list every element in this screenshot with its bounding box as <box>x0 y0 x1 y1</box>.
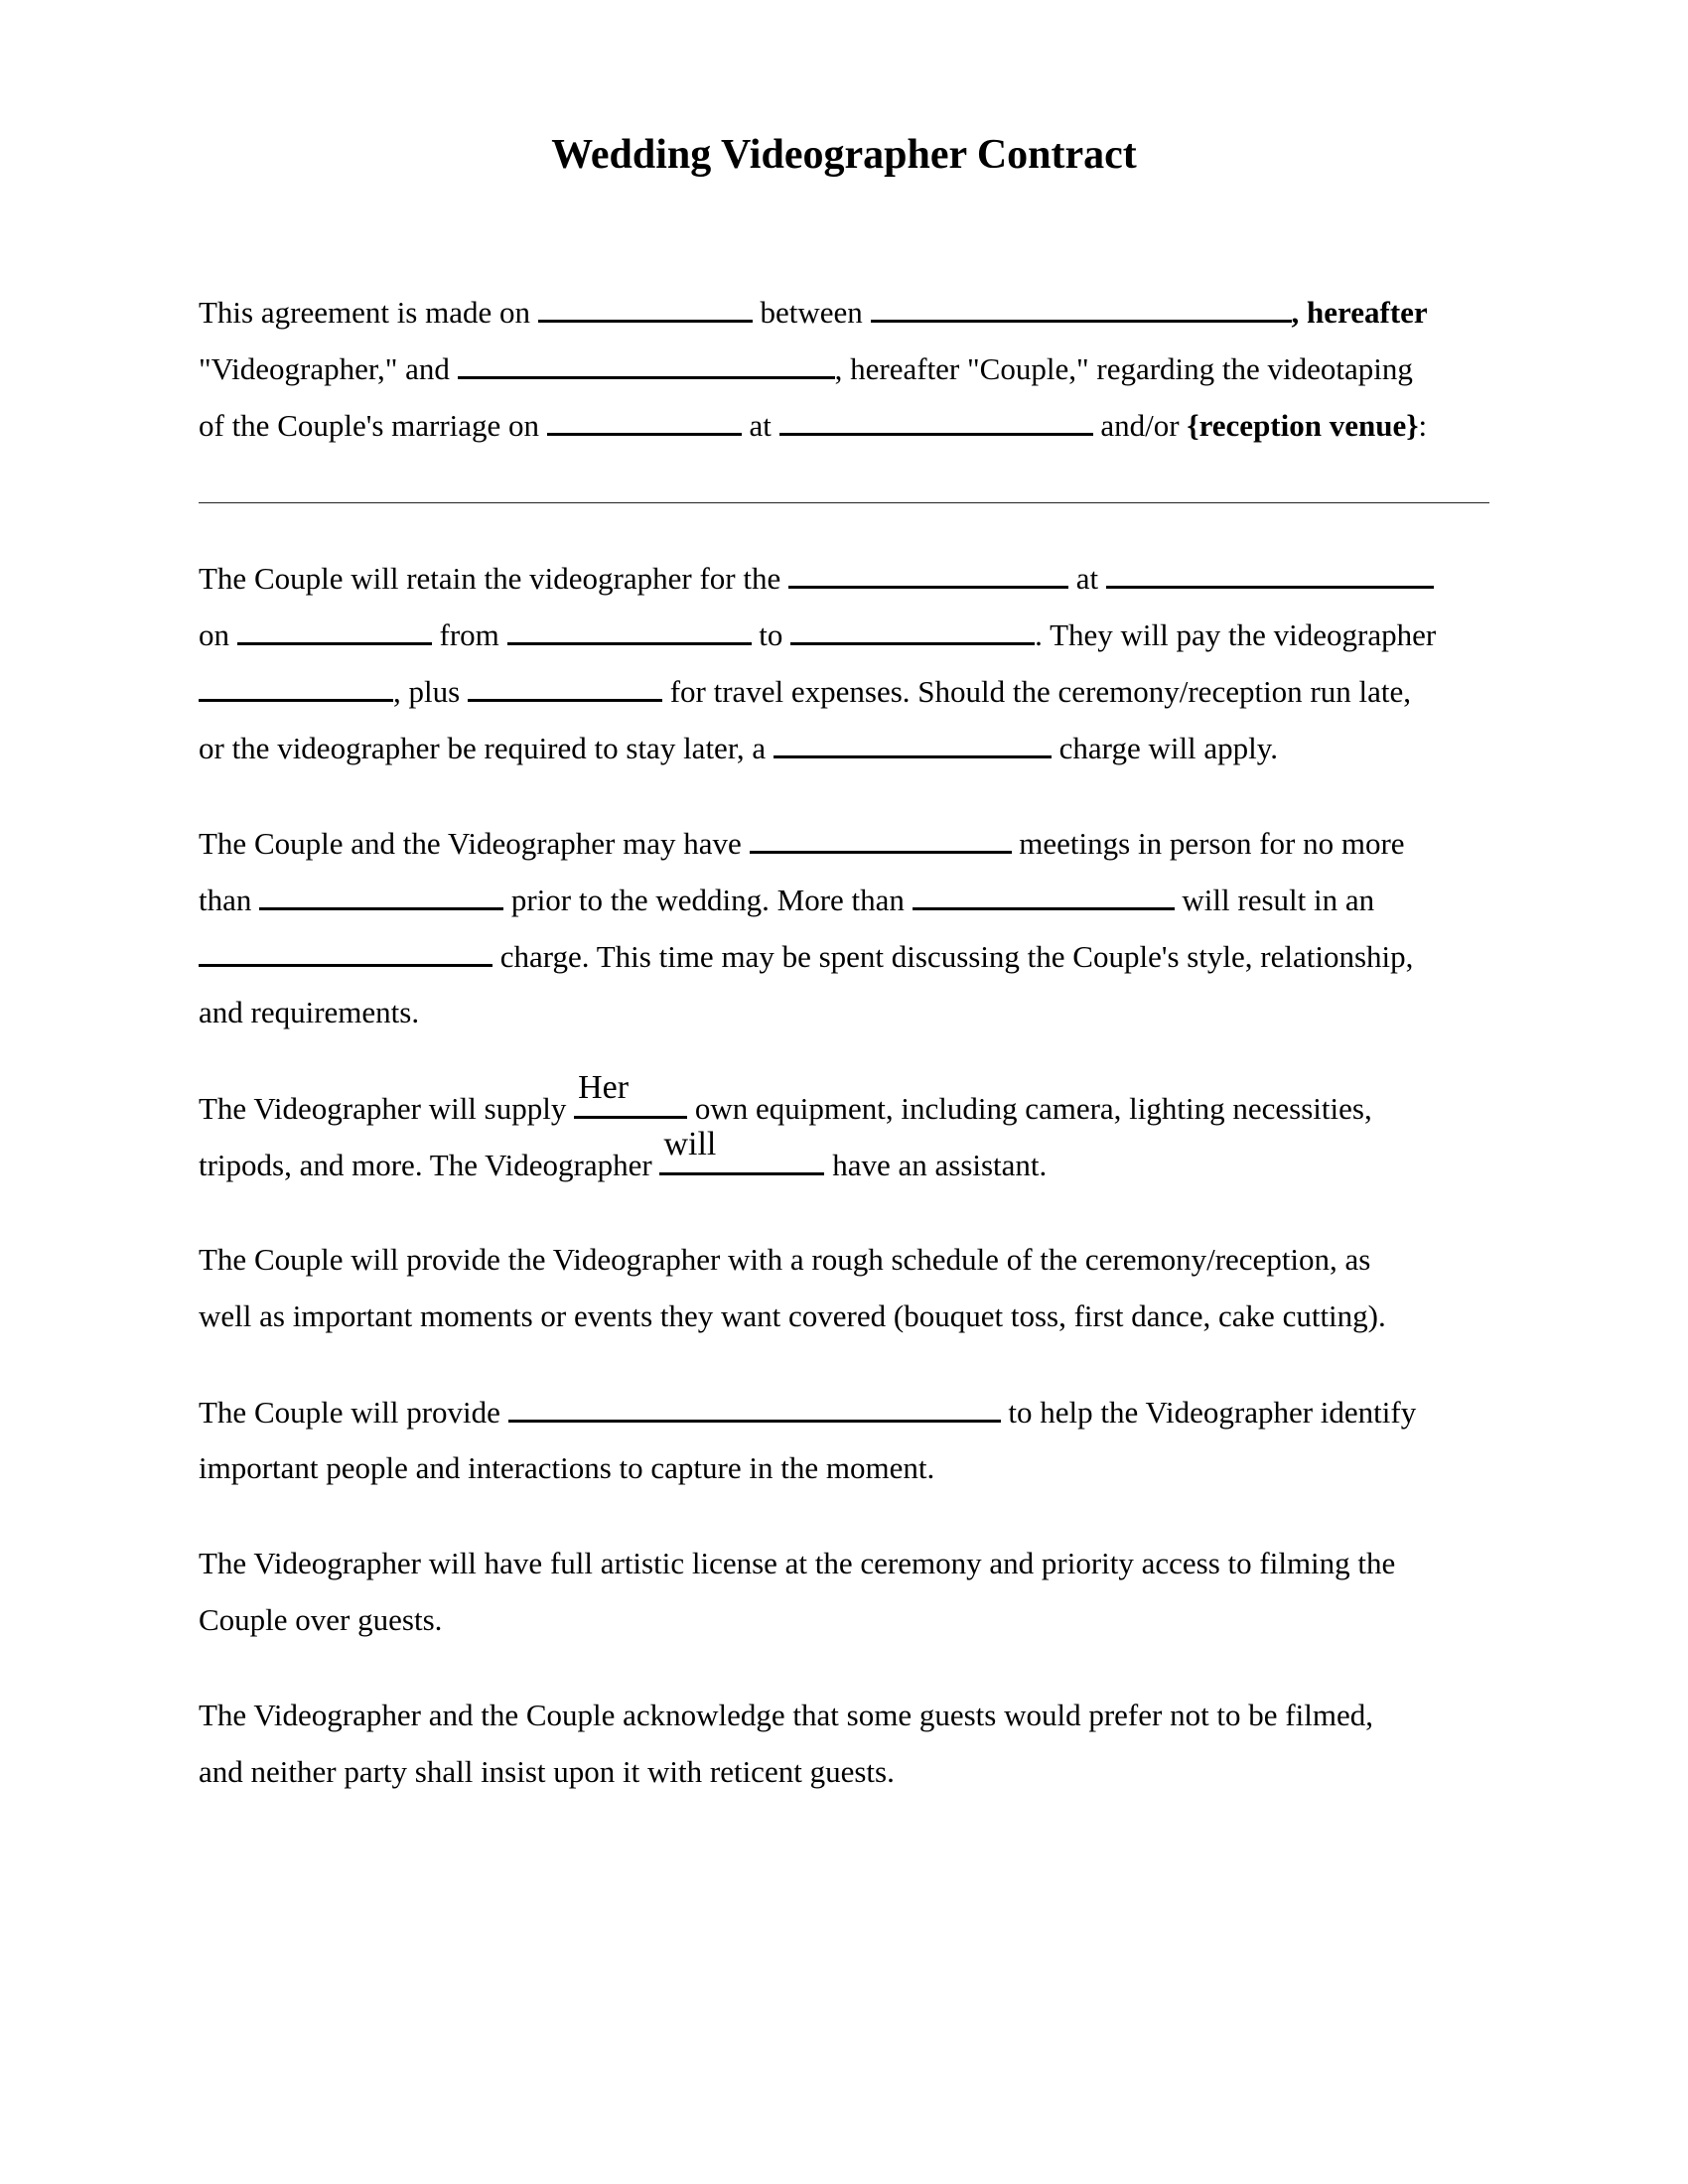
p8-line-2: and neither party shall insist upon it with reticent guests. <box>199 1754 895 1789</box>
payment-amount-field[interactable] <box>199 671 393 702</box>
filled-value: Her <box>578 1069 630 1106</box>
p7-line-1: The Videographer will have full artistic license at the ceremony and priority access to filming the <box>199 1546 1396 1580</box>
text: . They will pay the videographer <box>1035 617 1437 652</box>
text: from <box>439 617 499 652</box>
ceremony-venue-field[interactable] <box>779 405 1093 436</box>
event-date-field[interactable] <box>237 614 432 645</box>
text: The Couple and the Videographer may have <box>199 826 742 861</box>
p7-line-2: Couple over guests. <box>199 1602 443 1637</box>
end-time-field[interactable] <box>790 614 1035 645</box>
text: The Couple will provide <box>199 1395 500 1430</box>
p8-line-1: The Videographer and the Couple acknowledge that some guests would prefer not to be filmed, <box>199 1698 1373 1732</box>
overtime-charge-field[interactable] <box>774 728 1052 758</box>
text: tripods, and more. The Videographer <box>199 1148 652 1182</box>
p2-line-2 <box>199 614 1436 655</box>
text: of the Couple's marriage on <box>199 408 540 443</box>
meeting-duration-field[interactable] <box>259 880 503 910</box>
p3-line-4 <box>199 993 419 1032</box>
equipment-owner-field[interactable] <box>574 1069 687 1119</box>
guest-identification-field[interactable] <box>508 1392 1001 1423</box>
text: to <box>759 617 783 652</box>
text: The Couple will retain the videographer for the <box>199 561 781 596</box>
text: meetings in person for no more <box>1019 826 1405 861</box>
p3-line-3 <box>199 936 1413 977</box>
p1-line-1 <box>199 292 1428 333</box>
p1-line-2 <box>199 348 1413 389</box>
p1-line-3 <box>199 405 1427 446</box>
reception-venue-field[interactable] <box>199 502 1489 503</box>
text: for travel expenses. Should the ceremony/reception run late, <box>669 674 1412 709</box>
p4-line-1 <box>199 1069 1372 1129</box>
text: own equipment, including camera, lighting necessities, <box>694 1091 1372 1126</box>
text: charge will apply. <box>1058 731 1279 765</box>
text: or the videographer be required to stay later, a <box>199 731 767 765</box>
start-time-field[interactable] <box>507 614 752 645</box>
extra-meeting-charge-field[interactable] <box>199 936 492 967</box>
text: This agreement is made on <box>199 295 531 330</box>
text: , plus <box>393 674 461 709</box>
p3-line-1 <box>199 823 1405 864</box>
page-title: Wedding Videographer Contract <box>551 132 1137 178</box>
p2-line-4 <box>199 728 1278 768</box>
text: between <box>760 295 863 330</box>
text: : <box>1418 408 1428 443</box>
text: and requirements. <box>199 995 420 1029</box>
location-field[interactable] <box>1106 558 1434 589</box>
text: and/or <box>1100 408 1180 443</box>
couple-name-field[interactable] <box>458 348 835 379</box>
assistant-field[interactable] <box>659 1126 824 1175</box>
text: , hereafter <box>1291 295 1428 330</box>
p6-line-1 <box>199 1392 1416 1433</box>
p5-line-2: well as important moments or events they want covered (bouquet toss, first dance, cake cutting). <box>199 1298 1386 1333</box>
event-field[interactable] <box>788 558 1068 589</box>
p4-line-2 <box>199 1126 1048 1185</box>
text: charge. This time may be spent discussing the Couple's style, relationship, <box>499 939 1414 974</box>
text: "Videographer," and <box>199 351 450 386</box>
travel-expenses-field[interactable] <box>468 671 662 702</box>
text: at <box>1075 561 1099 596</box>
text: have an assistant. <box>832 1148 1048 1182</box>
p2-line-1 <box>199 558 1434 599</box>
p2-line-3 <box>199 671 1411 712</box>
text: prior to the wedding. More than <box>510 883 905 917</box>
p6-line-2: important people and interactions to capture in the moment. <box>199 1450 935 1485</box>
text: than <box>199 883 252 917</box>
agreement-date-field[interactable] <box>538 292 753 323</box>
meetings-count-field[interactable] <box>750 823 1012 854</box>
p3-line-2 <box>199 880 1374 920</box>
text: to help the Videographer identify <box>1008 1395 1417 1430</box>
marriage-date-field[interactable] <box>547 405 742 436</box>
reception-venue-placeholder: {reception venue} <box>1187 408 1419 443</box>
text: will result in an <box>1182 883 1375 917</box>
videographer-name-field[interactable] <box>871 292 1292 323</box>
text: , hereafter "Couple," regarding the videotaping <box>834 351 1413 386</box>
filled-value: will <box>663 1126 717 1162</box>
meeting-limit-field[interactable] <box>913 880 1175 910</box>
p5-line-1: The Couple will provide the Videographer with a rough schedule of the ceremony/reception, as <box>199 1242 1371 1277</box>
text: The Videographer will supply <box>199 1091 567 1126</box>
text: at <box>749 408 772 443</box>
text: on <box>199 617 229 652</box>
